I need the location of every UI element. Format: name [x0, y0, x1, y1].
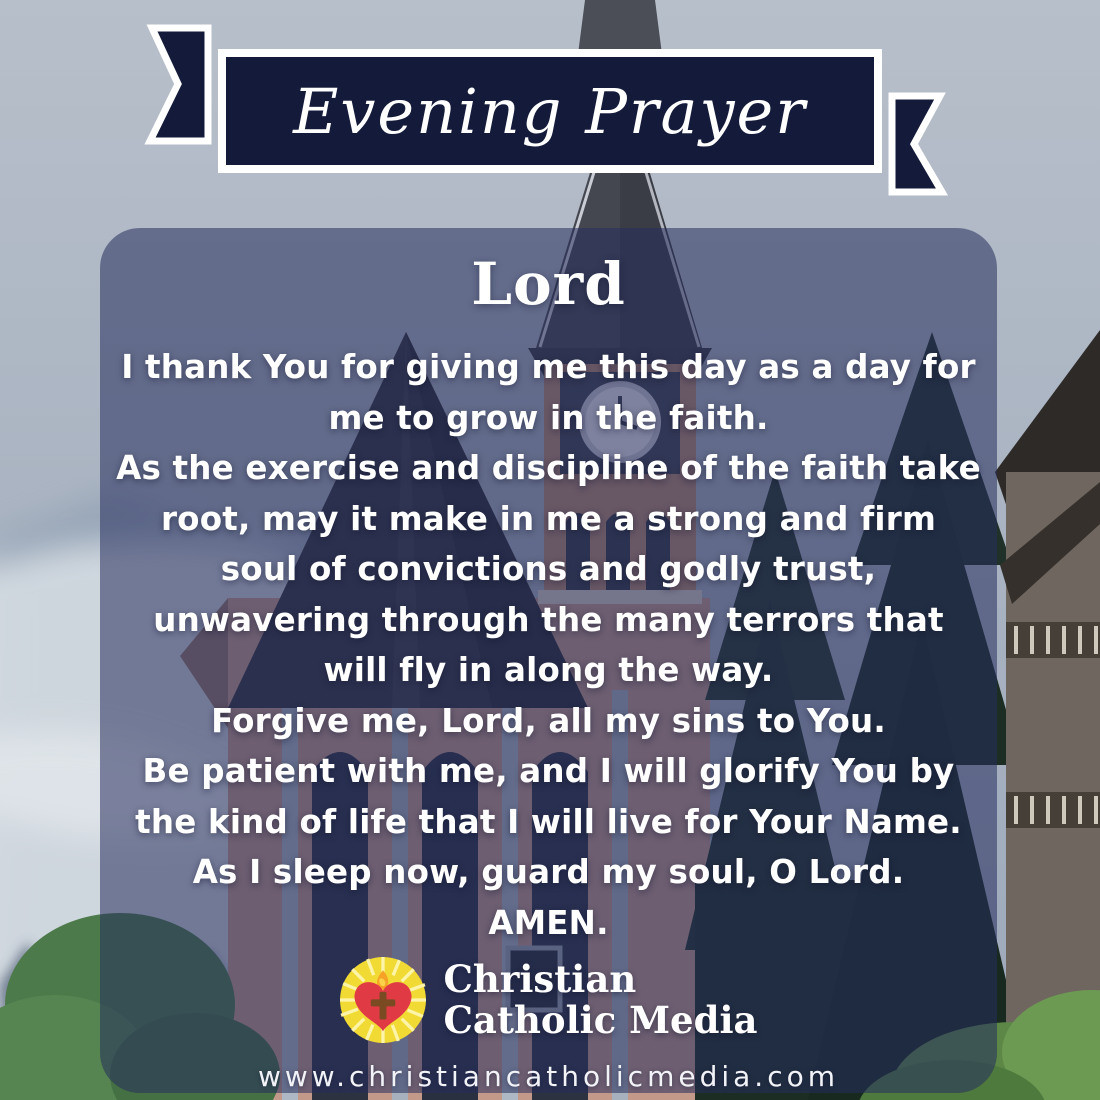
ribbon-right-tail — [892, 96, 942, 192]
brand-row — [100, 952, 997, 1048]
prayer-line: the kind of life that I will live for Your Name. — [135, 802, 962, 841]
banner-title: Evening Prayer — [293, 74, 807, 148]
prayer-title: Lord — [471, 250, 626, 318]
prayer-line: will fly in along the way. — [323, 651, 774, 689]
evening-prayer-ribbon — [0, 0, 1100, 220]
ribbon-left-tail — [150, 28, 208, 141]
prayer-line: unwavering through the many terrors that — [153, 600, 944, 639]
prayer-line: AMEN. — [488, 903, 609, 942]
prayer-line: Be patient with me, and I will glorify You by — [142, 752, 955, 790]
prayer-line: I thank You for giving me this day as a day for — [121, 348, 976, 386]
prayer-line: As the exercise and discipline of the faith take — [116, 449, 981, 487]
prayer-line: root, may it make in me a strong and firm — [160, 499, 937, 538]
prayer-line: me to grow in the faith. — [328, 398, 769, 437]
brand-name — [443, 959, 757, 1041]
sacred-heart-icon — [339, 956, 427, 1044]
brand-name-line1: Christian — [443, 957, 637, 1001]
brand-name-line2: Catholic Media — [443, 998, 758, 1042]
prayer-line: Forgive me, Lord, all my sins to You. — [211, 701, 886, 740]
prayer-line: soul of convictions and godly trust, — [220, 550, 877, 588]
prayer-line: As I sleep now, guard my soul, O Lord. — [192, 853, 905, 891]
website-url: www.christiancatholicmedia.com — [258, 1060, 839, 1093]
prayer-text — [100, 342, 997, 948]
prayer-panel — [100, 228, 997, 1093]
